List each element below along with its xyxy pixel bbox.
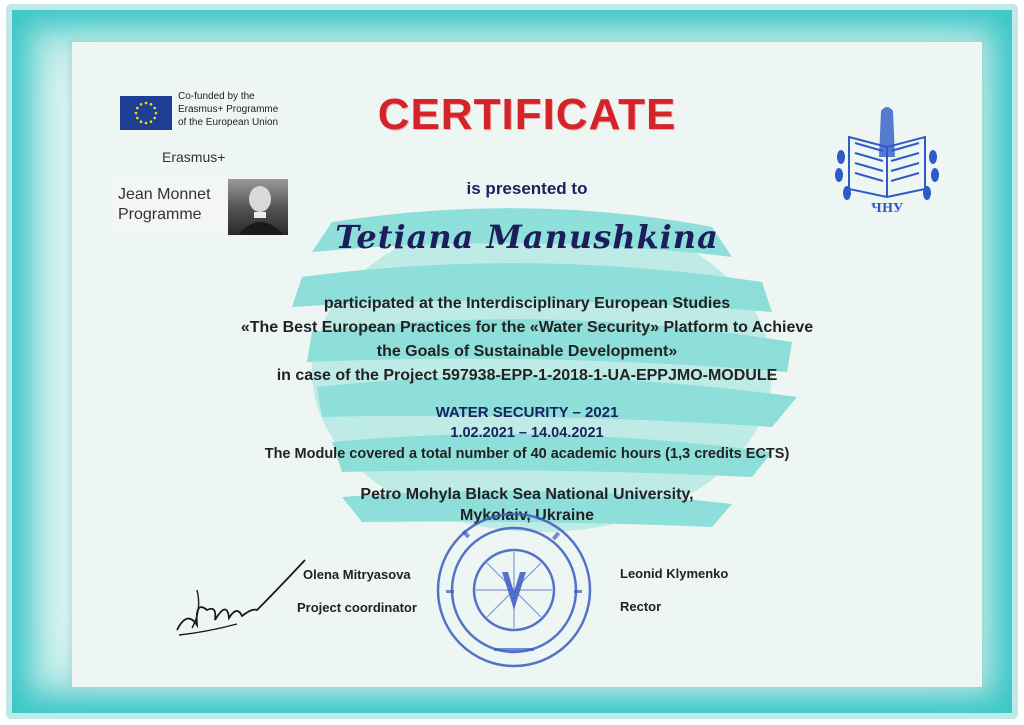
- rector-role: Rector: [620, 599, 662, 614]
- module-info: [72, 402, 982, 465]
- body-line-1: participated at the Interdisciplinary European Studies: [323, 295, 731, 312]
- signature-icon: [167, 550, 317, 640]
- recipient-name: Tetiana Manushkina: [335, 218, 719, 256]
- university-city: Mykolaiv, Ukraine: [460, 507, 594, 524]
- eu-line-1: Co-funded by the: [178, 91, 255, 102]
- jm-line-1: Jean Monnet: [118, 186, 211, 203]
- presented-to-text: is presented to: [466, 179, 588, 198]
- eu-line-2: Erasmus+ Programme: [178, 104, 279, 115]
- certificate-frame: [6, 4, 1018, 719]
- eu-line-3: of the European Union: [178, 117, 279, 128]
- coordinator-name: Olena Mitryasova: [303, 567, 411, 582]
- certificate-paper: [72, 42, 982, 687]
- coordinator-role: Project coordinator: [297, 600, 417, 615]
- university-emblem-icon: [827, 97, 947, 217]
- module-dates: 1.02.2021 – 14.04.2021: [450, 425, 604, 441]
- emblem-label: ЧНУ: [870, 201, 904, 215]
- certificate-body: [72, 292, 982, 388]
- body-line-2: «The Best European Practices for the «Water Security» Platform to Achieve: [240, 319, 814, 336]
- body-line-4: in case of the Project 597938-EPP-1-2018-1-UA-EPPJMO-MODULE: [276, 367, 778, 384]
- university-stamp-icon: [434, 510, 594, 670]
- jm-line-2: Programme: [118, 206, 202, 223]
- module-title: WATER SECURITY – 2021: [435, 404, 619, 421]
- university-name: Petro Mohyla Black Sea National University,: [360, 486, 694, 503]
- body-line-3: the Goals of Sustainable Development»: [376, 343, 678, 360]
- rector-name: Leonid Klymenko: [620, 566, 729, 581]
- erasmus-label: Erasmus+: [162, 149, 226, 165]
- certificate-title: CERTIFICATE: [377, 90, 677, 139]
- module-hours: The Module covered a total number of 40 academic hours (1,3 credits ECTS): [264, 446, 790, 462]
